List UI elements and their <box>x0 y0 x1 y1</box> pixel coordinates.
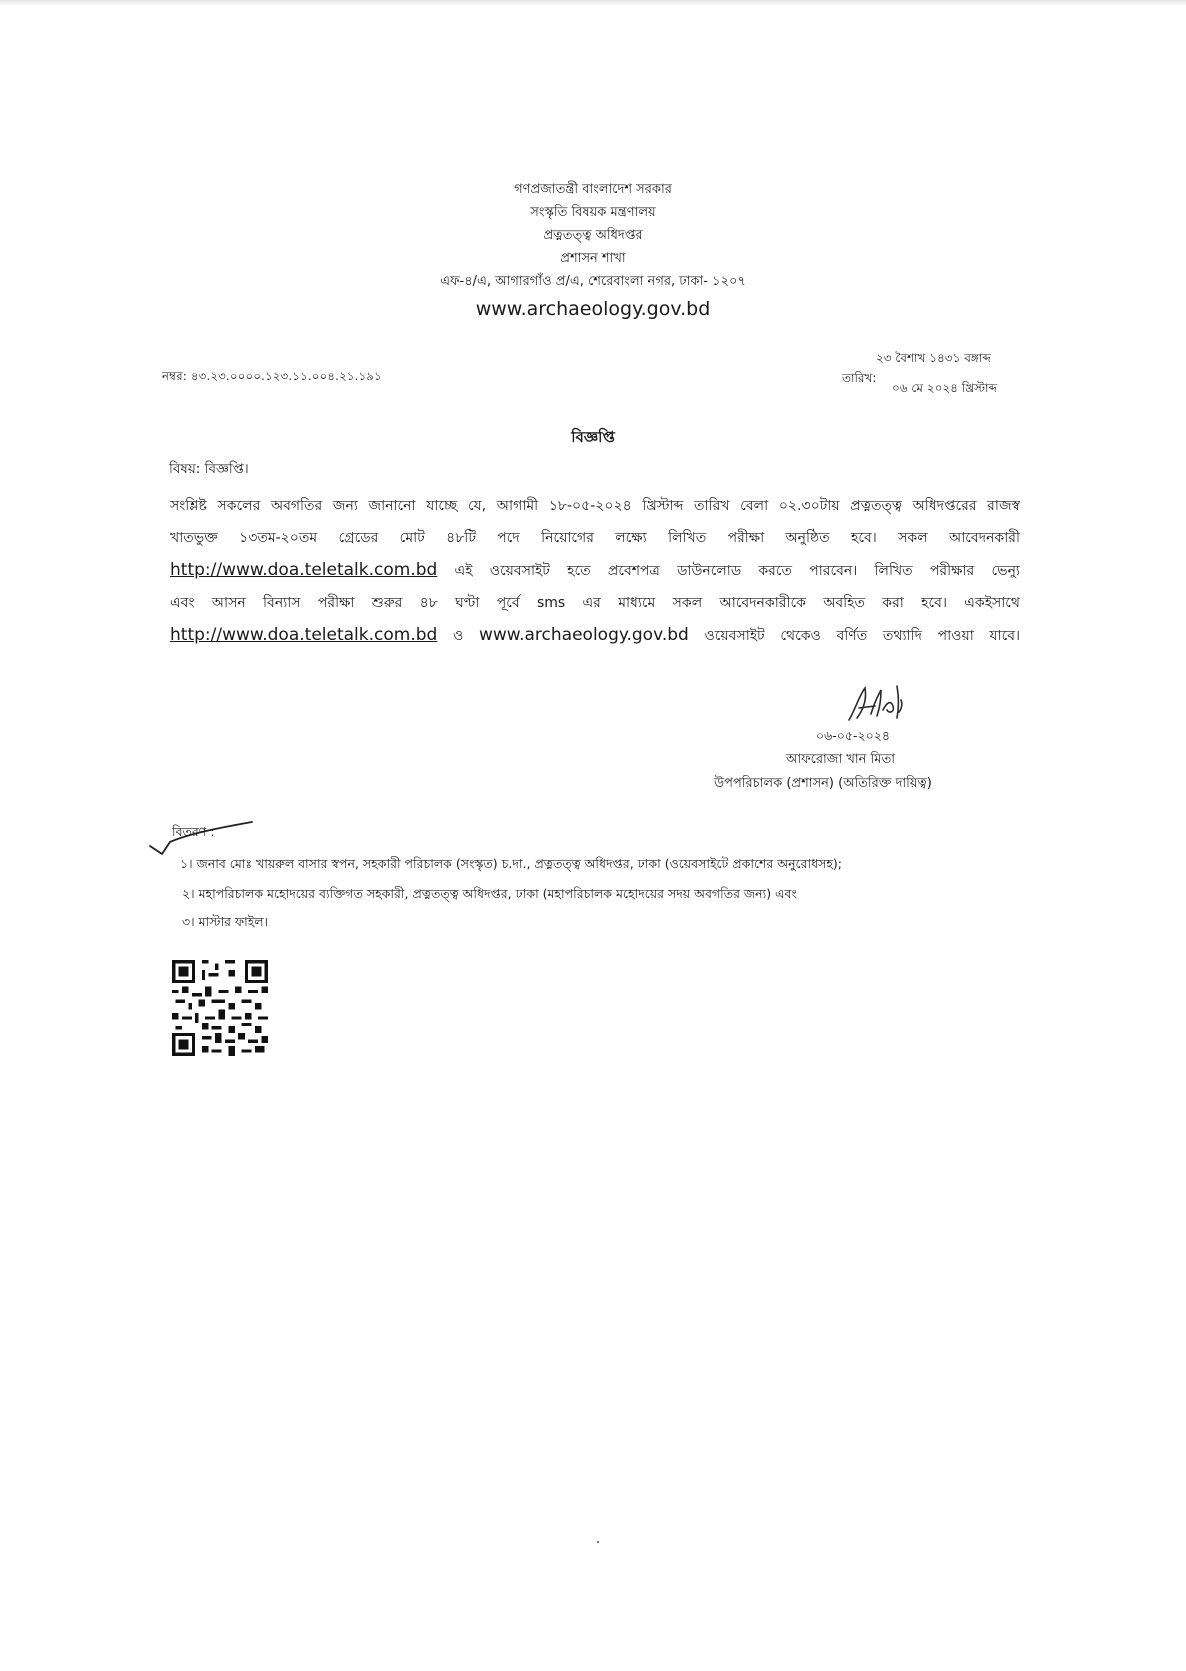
handwritten-signature <box>841 680 921 726</box>
body-line-3 <box>170 554 1020 587</box>
signature-block <box>756 680 1006 726</box>
body-line-5-conj: ও <box>437 628 479 644</box>
memo-number: নম্বর: ৪৩.২৩.০০০০.১২৩.১১.০০৪.২১.১৯১ <box>162 369 382 383</box>
body-line-2: খাতভুক্ত ১৩তম-২০তম গ্রেডের মোট ৪৮টি পদে নিয়োগের লক্ষ্যে লিখিত পরীক্ষা অনুষ্ঠিত হবে। সকল আবেদনকারী <box>170 530 1020 546</box>
signature-date: ০৬-০৫-২০২৪ <box>816 728 891 743</box>
scan-edge <box>0 0 1186 6</box>
signatory-designation: উপপরিচালক (প্রশাসন) (অতিরিক্ত দায়িত্ব) <box>714 776 932 791</box>
body-line-5-text: ওয়েবসাইট থেকেও বর্ণিত তথ্যাদি পাওয়া যাবে। <box>688 628 1020 644</box>
header-line-ministry: সংস্কৃতি বিষয়ক মন্ত্রণালয় <box>530 205 656 220</box>
body-line-5 <box>170 619 1020 652</box>
header-line-department: প্রত্নতত্ত্ব অধিদপ্তর <box>543 228 643 243</box>
distribution-item: ৩। মাস্টার ফাইল। <box>182 914 269 929</box>
header-line-government: গণপ্রজাতন্ত্রী বাংলাদেশ সরকার <box>514 182 672 197</box>
letterhead <box>0 178 1186 323</box>
body-line-3-text: এই ওয়েবসাইট হতে প্রবেশপত্র ডাউনলোড করতে পারবেন। লিখিত পরীক্ষার ভেন্যু <box>437 563 1020 579</box>
distribution-label: বিতরণ : <box>172 824 215 839</box>
scan-speck <box>597 1541 599 1543</box>
notice-body <box>170 490 1020 652</box>
signatory-name: আফরোজা খান মিতা <box>786 752 896 767</box>
body-line-1: সংশ্লিষ্ট সকলের অবগতির জন্য জানানো যাচ্ছে যে, আগামী ১৮-০৫-২০২৪ খ্রিস্টাব্দ তারিখ বেলা ০২.৩০টায় প্রত্নতত্ত্ব অধিদপ্তরের রাজস্ব <box>170 498 1020 514</box>
date-english: ০৬ মে ২০২৪ খ্রিস্টাব্দ <box>892 381 997 395</box>
header-line-branch: প্রশাসন শাখা <box>560 251 626 266</box>
archaeology-website[interactable]: www.archaeology.gov.bd <box>478 625 689 645</box>
date-label: তারিখ: <box>842 371 877 385</box>
body-line-4: এবং আসন বিন্যাস পরীক্ষা শুরুর ৪৮ ঘণ্টা পূর্বে sms এর মাধ্যমে সকল আবেদনকারীকে অবহিত করা হবে। একইসাথে <box>170 595 1020 611</box>
date-bangla: ২৩ বৈশাখ ১৪৩১ বঙ্গাব্দ <box>876 351 991 365</box>
distribution-item: ২। মহাপরিচালক মহোদয়ের ব্যক্তিগত সহকারী, প্রত্নতত্ত্ব অধিদপ্তর, ঢাকা (মহাপরিচালক মহোদয়ের সদয় অবগতির জন্য) এবং <box>182 886 797 901</box>
notice-subject: বিষয়: বিজ্ঞপ্তি। <box>169 461 249 477</box>
distribution-item: ১। জনাব মোঃ খায়রুল বাসার স্বপন, সহকারী পরিচালক (সংস্কৃত) চ.দা., প্রত্নতত্ত্ব অধিদপ্তর, ঢাকা (ওয়েবসাইটে প্রকাশের অনুরোধসহ); <box>180 856 842 871</box>
teletalk-link-2[interactable]: http://www.doa.teletalk.com.bd <box>170 625 438 645</box>
teletalk-link-1[interactable]: http://www.doa.teletalk.com.bd <box>170 560 438 580</box>
header-line-address: এফ-৪/এ, আগারগাঁও প্র/এ, শেরেবাংলা নগর, ঢাকা- ১২০৭ <box>440 274 746 289</box>
notice-title: বিজ্ঞপ্তি <box>571 428 615 446</box>
header-website: www.archaeology.gov.bd <box>475 298 711 320</box>
qr-code-icon <box>172 960 268 1056</box>
